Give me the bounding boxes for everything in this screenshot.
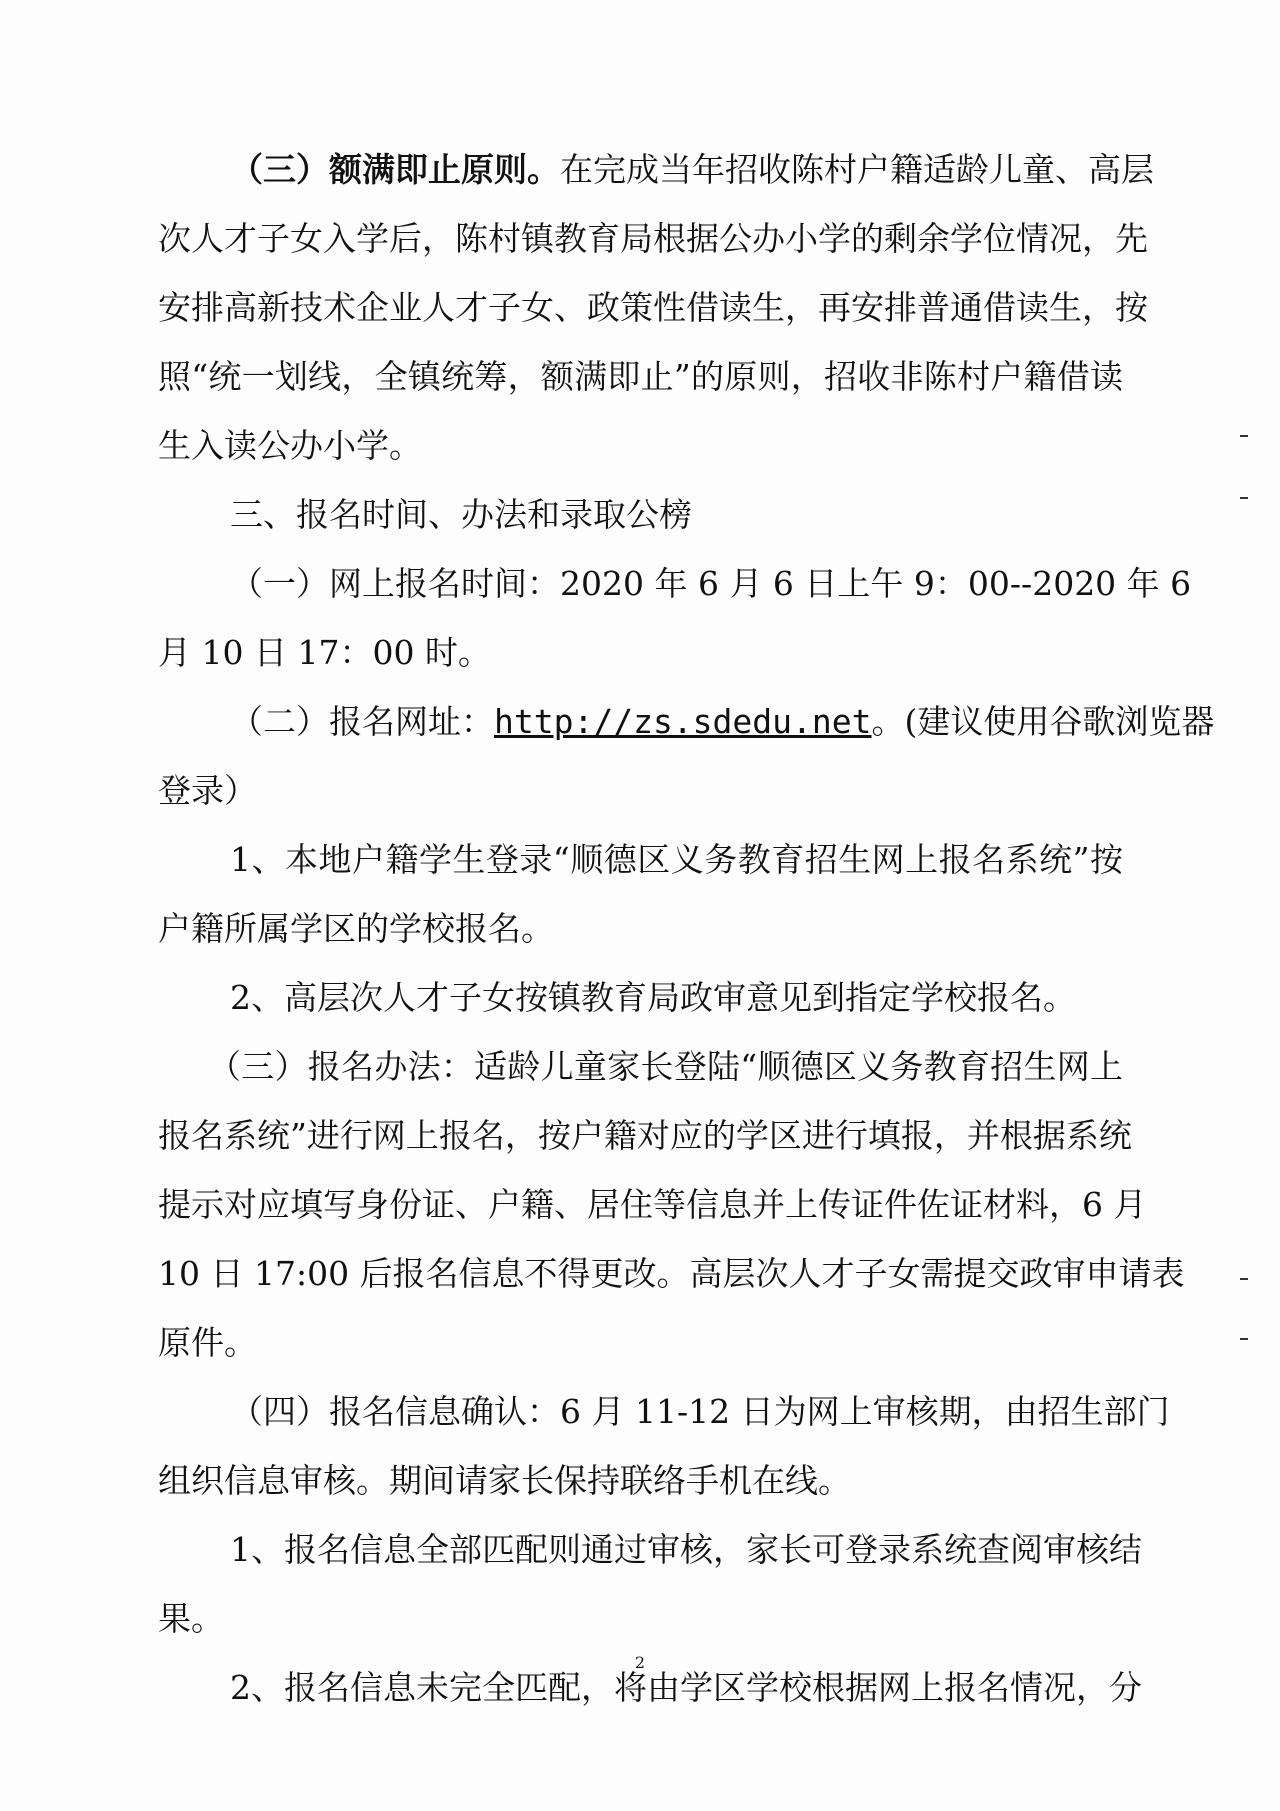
scan-mark — [1240, 1278, 1248, 1280]
bold-heading: （三）额满即止原则。 — [230, 150, 560, 189]
section-heading: 三、报名时间、办法和录取公榜 — [230, 495, 692, 534]
paragraph-line: （四）报名信息确认：6 月 11-12 日为网上审核期，由招生部门 — [230, 1392, 1170, 1431]
paragraph-line: （一）网上报名时间：2020 年 6 月 6 日上午 9：00--2020 年 6 — [230, 564, 1192, 603]
body-text — [158, 150, 1215, 1739]
paragraph-line: （三）报名办法：适龄儿童家长登陆“顺德区义务教育招生网上 — [208, 1047, 1123, 1086]
paragraph-line: 提示对应填写身份证、户籍、居住等信息并上传证件佐证材料，6 月 — [158, 1185, 1147, 1224]
page-number: 2 — [634, 1653, 646, 1672]
paragraph-line: 2、报名信息未完全匹配，将由学区学校根据网上报名情况，分 — [230, 1668, 1142, 1707]
paragraph-line: 果。 — [158, 1599, 224, 1638]
paragraph-line: 报名系统”进行网上报名，按户籍对应的学区进行填报，并根据系统 — [158, 1116, 1132, 1155]
paragraph-line: 10 日 17:00 后报名信息不得更改。高层次人才子女需提交政审申请表 — [158, 1254, 1185, 1293]
paragraph-line: 登录） — [158, 771, 257, 810]
paragraph-line: 原件。 — [158, 1323, 257, 1362]
paragraph-line: （二）报名网址：http://zs.sdedu.net。(建议使用谷歌浏览器 — [230, 702, 1215, 741]
paragraph-line: 生入读公办小学。 — [158, 426, 422, 465]
registration-url-link[interactable]: http://zs.sdedu.net — [494, 702, 872, 741]
scan-mark — [1240, 435, 1248, 437]
scan-mark — [1240, 1338, 1248, 1340]
paragraph-line: 1、本地户籍学生登录“顺德区义务教育招生网上报名系统”按 — [230, 840, 1123, 879]
paragraph-line: 组织信息审核。期间请家长保持联络手机在线。 — [158, 1461, 851, 1500]
paragraph-line: （三）额满即止原则。在完成当年招收陈村户籍适龄儿童、高层 — [230, 150, 1154, 189]
paragraph-line: 户籍所属学区的学校报名。 — [158, 909, 554, 948]
paragraph-line: 安排高新技术企业人才子女、政策性借读生，再安排普通借读生，按 — [158, 288, 1148, 327]
scan-mark — [1240, 497, 1248, 499]
paragraph-line: 月 10 日 17：00 时。 — [158, 633, 491, 672]
paragraph-line: 1、报名信息全部匹配则通过审核，家长可登录系统查阅审核结 — [230, 1530, 1142, 1569]
paragraph-line: 2、高层次人才子女按镇教育局政审意见到指定学校报名。 — [230, 978, 1076, 1017]
paragraph-line: 次人才子女入学后，陈村镇教育局根据公办小学的剩余学位情况，先 — [158, 219, 1148, 258]
paragraph-line: 照“统一划线，全镇统筹，额满即止”的原则，招收非陈村户籍借读 — [158, 357, 1123, 396]
